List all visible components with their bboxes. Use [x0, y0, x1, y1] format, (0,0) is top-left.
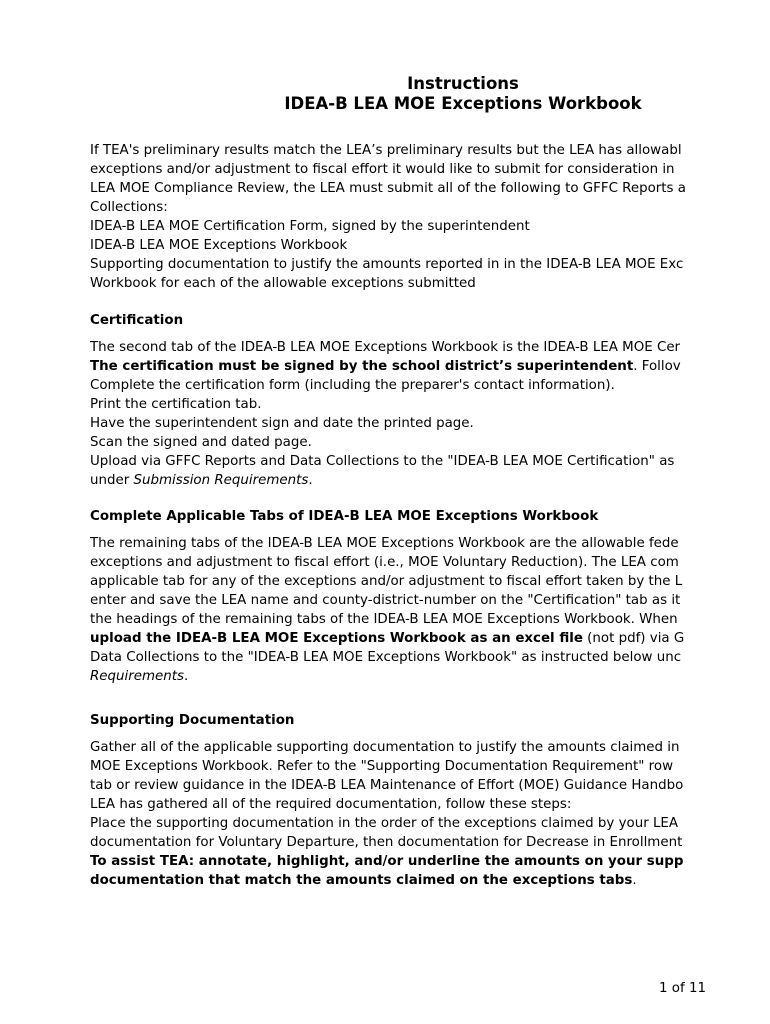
intro-line: Supporting documentation to justify the amounts reported in in the IDEA-B LEA MOE Exc	[90, 257, 684, 272]
certification-body	[90, 338, 698, 490]
supporting-emphasis: documentation that match the amounts claimed on the exceptions tabs	[90, 873, 633, 888]
intro-paragraph	[90, 141, 698, 293]
supporting-body	[90, 738, 698, 890]
tabs-text: .	[184, 669, 189, 684]
tabs-body	[90, 534, 698, 686]
document-title: Instructions	[407, 74, 519, 93]
supporting-section	[90, 711, 698, 730]
tabs-section	[90, 507, 698, 526]
tabs-line	[90, 667, 698, 686]
intro-line: Collections:	[90, 200, 168, 215]
intro-line: LEA MOE Compliance Review, the LEA must submit all of the following to GFFC Reports a	[90, 181, 687, 196]
certification-line: Print the certification tab.	[90, 397, 262, 412]
supporting-heading: Supporting Documentation	[90, 713, 295, 728]
certification-heading: Certification	[90, 313, 184, 328]
certification-line	[90, 357, 698, 376]
supporting-line: LEA has gathered all of the required documentation, follow these steps:	[90, 797, 572, 812]
certification-line: Have the superintendent sign and date the printed page.	[90, 416, 474, 431]
certification-line: The second tab of the IDEA-B LEA MOE Exceptions Workbook is the IDEA-B LEA MOE Cer	[90, 340, 681, 355]
intro-line: IDEA-B LEA MOE Certification Form, signed by the superintendent	[90, 219, 530, 234]
certification-section	[90, 311, 698, 330]
tabs-line: Data Collections to the "IDEA-B LEA MOE Exceptions Workbook" as instructed below unc	[90, 650, 682, 665]
certification-emphasis: The certification must be signed by the school district’s superintendent	[90, 359, 634, 374]
tabs-text: (not pdf) via G	[582, 631, 685, 646]
intro-line: If TEA's preliminary results match the LEA’s preliminary results but the LEA has allowabl	[90, 143, 682, 158]
certification-text: under	[90, 473, 134, 488]
intro-line: exceptions and/or adjustment to fiscal effort it would like to submit for consideration in	[90, 162, 675, 177]
tabs-line	[90, 629, 698, 648]
certification-text: .	[308, 473, 313, 488]
tabs-line: enter and save the LEA name and county-district-number on the "Certification" tab as it	[90, 593, 681, 608]
supporting-emphasis: To assist TEA: annotate, highlight, and/or underline the amounts on your supp	[90, 854, 684, 869]
supporting-line	[90, 871, 698, 890]
tabs-line: exceptions and adjustment to fiscal effort (i.e., MOE Voluntary Reduction). The LEA com	[90, 555, 679, 570]
supporting-line: Place the supporting documentation in the order of the exceptions claimed by your LEA	[90, 816, 679, 831]
tabs-line: the headings of the remaining tabs of the IDEA-B LEA MOE Exceptions Workbook. When	[90, 612, 678, 627]
tabs-line: applicable tab for any of the exceptions and/or adjustment to fiscal effort taken by the L	[90, 574, 683, 589]
certification-line: Upload via GFFC Reports and Data Collections to the "IDEA-B LEA MOE Certification" as	[90, 454, 675, 469]
certification-line: Scan the signed and dated page.	[90, 435, 312, 450]
tabs-heading: Complete Applicable Tabs of IDEA-B LEA MOE Exceptions Workbook	[90, 509, 599, 524]
certification-text: . Follov	[633, 359, 681, 374]
intro-line: Workbook for each of the allowable exceptions submitted	[90, 276, 476, 291]
certification-line	[90, 471, 698, 490]
intro-line: IDEA-B LEA MOE Exceptions Workbook	[90, 238, 348, 253]
tabs-emphasis: upload the IDEA-B LEA MOE Exceptions Workbook as an excel file	[90, 631, 583, 646]
document-subtitle: IDEA-B LEA MOE Exceptions Workbook	[284, 94, 642, 113]
supporting-line: tab or review guidance in the IDEA-B LEA Maintenance of Effort (MOE) Guidance Handbo	[90, 778, 684, 793]
tabs-italic: Requirements	[90, 669, 184, 684]
supporting-line: MOE Exceptions Workbook. Refer to the "Supporting Documentation Requirement" row	[90, 759, 674, 774]
page-indicator: 1 of 11	[659, 981, 706, 996]
supporting-text: .	[632, 873, 637, 888]
certification-line: Complete the certification form (including the preparer's contact information).	[90, 378, 615, 393]
tabs-line: The remaining tabs of the IDEA-B LEA MOE Exceptions Workbook are the allowable fede	[90, 536, 679, 551]
supporting-line: Gather all of the applicable supporting documentation to justify the amounts claimed in	[90, 740, 680, 755]
supporting-line	[90, 852, 698, 871]
certification-italic: Submission Requirements	[133, 473, 309, 488]
supporting-line: documentation for Voluntary Departure, then documentation for Decrease in Enrollment	[90, 835, 683, 850]
